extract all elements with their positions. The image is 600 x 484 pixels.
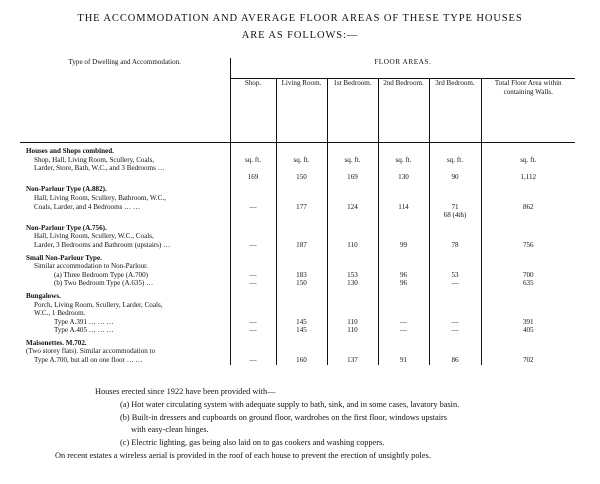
page-title-line1: THE ACCOMMODATION AND AVERAGE FLOOR AREAS OF THESE TYPE HOUSES [77, 13, 523, 24]
cell-value: 1,112 [520, 172, 537, 181]
cell-value: 130 [398, 172, 409, 181]
cell-value: — [399, 317, 408, 326]
cell-value: — [249, 240, 257, 249]
cell-value: 99 [399, 240, 408, 249]
col-header-shop: Shop. [230, 79, 276, 143]
row-title: Bungalows. [26, 291, 61, 300]
row-line: Similar accommodation to Non-Parlour. [34, 262, 148, 271]
row-line: W.C., 1 Bedroom. [34, 309, 86, 318]
cell-value: 862 [522, 202, 534, 211]
row-title: Small Non-Parlour Type. [26, 253, 102, 262]
table-row [20, 250, 575, 288]
cell-value: 169 [247, 172, 259, 181]
col-header-1st-bedroom: 1st Bedroom. [327, 79, 378, 143]
row-sub-label: Type A.405 … … … [54, 326, 114, 335]
floor-areas-header: FLOOR AREAS. [230, 58, 575, 79]
row-sub-label: Type A.391 … … … [54, 317, 114, 326]
row-line: (Two storey flats). Similar accommodation to [26, 347, 156, 356]
table-row [20, 181, 575, 219]
note-b: (b) Built-in dressers and cupboards on ground floor, wardrobes on the first floor, windows upstairs [120, 413, 448, 422]
cell-value: 78 [451, 240, 459, 249]
cell-value: 145 [296, 317, 307, 326]
cell-value: 145 [296, 326, 307, 335]
cell-value: 150 [296, 172, 307, 181]
row-title: Maisonettes. M.702. [26, 338, 87, 347]
cell-value: — [399, 326, 408, 335]
unit-label: sq. ft. [293, 155, 310, 164]
cell-value: 702 [522, 356, 534, 365]
row-description [20, 143, 230, 182]
row-description [20, 335, 230, 365]
unit-label: sq. ft. [520, 155, 537, 164]
row-line: Coals, Larder, and 4 Bedrooms … … [34, 202, 141, 211]
table-row [20, 143, 575, 182]
unit-label: sq. ft. [245, 155, 261, 164]
cell-value: 86 [451, 356, 459, 365]
cell-value: 96 [399, 279, 408, 288]
cell-value: — [451, 317, 459, 326]
row-line: Shop, Hall, Living Room, Scullery, Coals, [34, 155, 155, 164]
row-description [20, 220, 230, 250]
unit-label: sq. ft. [447, 155, 463, 164]
col-header-3rd-bedroom: 3rd Bedroom. [429, 79, 481, 143]
row-description [20, 288, 230, 335]
cell-value: — [451, 279, 459, 288]
row-line: Hall, Living Room, Scullery, Bathroom, W.C., [34, 193, 166, 202]
cell-value: 137 [347, 356, 358, 365]
table-row [20, 288, 575, 335]
cell-value: — [249, 202, 257, 211]
cell-value: 110 [347, 317, 358, 326]
row-title: Non-Parlour Type (A.882). [26, 185, 107, 194]
cell-value: 153 [347, 270, 358, 279]
floor-areas-table [20, 58, 575, 365]
col-header-total: Total Floor Area within containing Walls. [481, 79, 575, 143]
notes-lead: Houses erected since 1922 have been provided with— [95, 387, 276, 396]
cell-value: 391 [522, 317, 534, 326]
cell-value: 150 [296, 279, 307, 288]
page-title-line2: ARE AS FOLLOWS:— [241, 30, 359, 41]
note-c: (c) Electric lighting, gas being also laid on to gas cookers and washing coppers. [120, 438, 385, 447]
cell-value: 90 [451, 172, 459, 181]
cell-value: 187 [296, 240, 307, 249]
table-row [20, 335, 575, 365]
cell-value: 110 [347, 240, 358, 249]
row-line: Larder, 3 Bedrooms and Bathroom (upstairs) … [34, 240, 171, 249]
note-wireless: On recent estates a wireless aerial is provided in the roof of each house to prevent the erection of unsightly poles. [55, 451, 431, 460]
cell-value: 160 [296, 356, 307, 365]
row-line: Porch, Living Room, Scullery, Larder, Coals, [34, 300, 163, 309]
row-description [20, 181, 230, 219]
cell-value: 124 [347, 202, 358, 211]
cell-value: 91 [399, 356, 408, 365]
unit-label: sq. ft. [344, 155, 361, 164]
cell-value: — [249, 279, 257, 288]
note-a: (a) Hot water circulating system with adequate supply to bath, sink, and in some cases, lavatory basin. [120, 400, 460, 409]
cell-value: — [249, 317, 257, 326]
cell-value: 635 [522, 279, 534, 288]
col-header-2nd-bedroom: 2nd Bedroom. [378, 79, 429, 143]
cell-value: — [249, 326, 257, 335]
cell-value: 130 [347, 279, 358, 288]
cell-value: 177 [296, 202, 307, 211]
cell-value: — [451, 326, 459, 335]
cell-value: 53 [451, 270, 459, 279]
cell-value: 183 [296, 270, 307, 279]
cell-value: 114 [398, 202, 409, 211]
note-b-continued: with easy-clean hinges. [131, 425, 209, 434]
row-line: Hall, Living Room, Scullery, W.C., Coals, [34, 232, 154, 241]
cell-extra-value: 68 (4th) [443, 211, 467, 220]
cell-value: 405 [522, 326, 534, 335]
cell-value: — [249, 356, 257, 365]
row-title: Non-Parlour Type (A.756). [26, 223, 107, 232]
row-sub-label: (a) Three Bedroom Type (A.700) [54, 270, 148, 279]
cell-value: 110 [347, 326, 358, 335]
row-sub-label: (b) Two Bedroom Type (A.635) … [54, 279, 154, 288]
cell-value: 71 [451, 202, 459, 211]
cell-value: 756 [522, 240, 534, 249]
row-header: Type of Dwelling and Accommodation. [20, 58, 230, 143]
cell-value: 700 [522, 270, 534, 279]
row-line: Larder, Store, Bath, W.C., and 3 Bedrooms … [34, 164, 165, 173]
cell-value: — [249, 270, 257, 279]
table-row [20, 220, 575, 250]
unit-label: sq. ft. [395, 155, 412, 164]
row-description [20, 250, 230, 288]
cell-value: 96 [399, 270, 408, 279]
col-header-living-room: Living Room. [276, 79, 327, 143]
row-line: Type A.700, but all on one floor … … [34, 356, 143, 365]
cell-value: 169 [347, 172, 358, 181]
row-title: Houses and Shops combined. [26, 147, 114, 155]
